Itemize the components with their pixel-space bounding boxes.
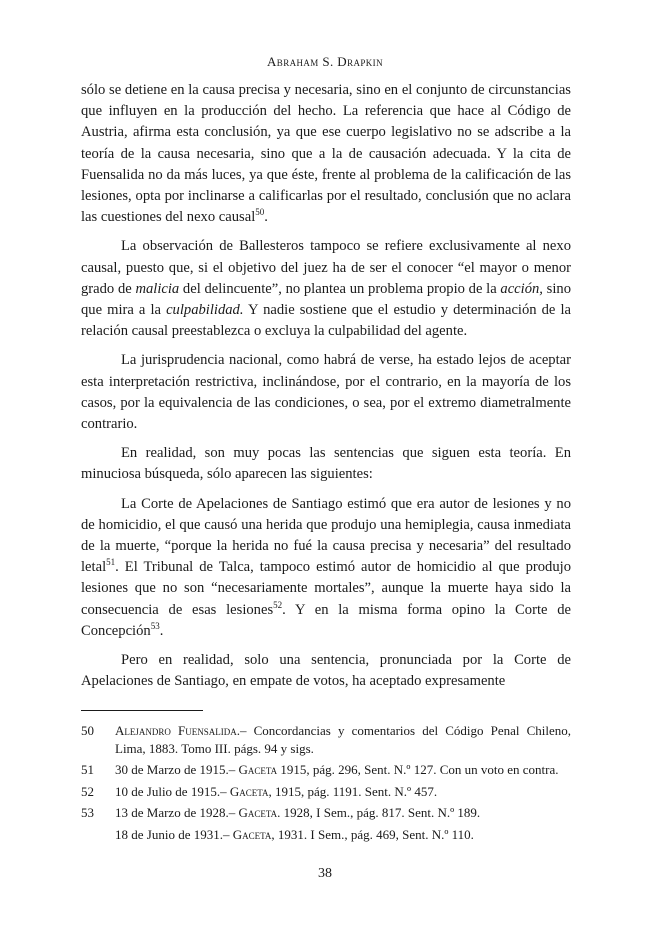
footnote-ref-51[interactable]: 51 bbox=[106, 557, 116, 568]
page-number: 38 bbox=[318, 866, 332, 881]
running-head: Abraham S. Drapkin bbox=[267, 54, 383, 69]
footnotes bbox=[81, 722, 571, 844]
footnote-number: 53 bbox=[81, 805, 94, 821]
paragraph-6: Pero en realidad, solo una sentencia, pronunciada por la Corte de Apelaciones de Santiago, en empate de votos, ha aceptado expresamente bbox=[81, 652, 571, 690]
paragraph-1: sólo se detiene en la causa precisa y necesaria, sino en el conjunto de circunstancias que influyen en la producción del hecho. La referencia que hace al Código de Austria, afirma esta conclusión, ya que ese cuerpo legislativo no se adscribe a la teoría de la causa necesaria, sino que a la de causación adecuada. Y la cita de Fuensalida no da más luces, ya que éste, frente al problema de la calificación de las lesiones, opta por inclinarse a calificarlas por el resultado, conclusión que no aclara las cuestiones del nexo causal$^{50}$. bbox=[81, 82, 571, 226]
footnote-52 bbox=[81, 783, 571, 801]
footnote-ref-53[interactable]: 53 bbox=[150, 621, 160, 632]
footnote-ref-52[interactable]: 52 bbox=[273, 599, 283, 610]
footnote-text: Alejandro Fuensalida.– Concordancias y comentarios del Código Penal Chileno, Lima, 1883. Tomo III. págs. 94 y sigs. bbox=[115, 723, 571, 756]
emphasis-malicia: malicia bbox=[135, 280, 180, 297]
footnote-number: 52 bbox=[81, 783, 94, 799]
emphasis-accion: acción, bbox=[500, 280, 543, 297]
paragraph-4: En realidad, son muy pocas las sentencias que siguen esta teoría. En minuciosa búsqueda, sólo aparecen las siguientes: bbox=[81, 445, 571, 483]
body-text bbox=[81, 80, 571, 700]
footnote-separator bbox=[81, 710, 203, 711]
footnote-text: 30 de Marzo de 1915.– Gaceta 1915, pág. 296, Sent. N.º 127. Con un voto en contra. bbox=[115, 762, 559, 778]
footnote-ref-50[interactable]: 50 bbox=[255, 207, 265, 218]
emphasis-culpabilidad: culpabilidad. bbox=[166, 302, 244, 319]
footnote-50 bbox=[81, 722, 571, 757]
footnote-number: 50 bbox=[81, 723, 94, 738]
footnote-text: 13 de Marzo de 1928.– Gaceta. 1928, I Sem., pág. 817. Sent. N.º 189. bbox=[115, 805, 481, 821]
footnote-51 bbox=[81, 761, 571, 779]
footnote-53-continuation: 18 de Junio de 1931.– Gaceta, 1931. I Sem., pág. 469, Sent. N.º 110. bbox=[115, 826, 474, 842]
paragraph-5: La Corte de Apelaciones de Santiago estimó que era autor de lesiones y no de homicidio, el que causó una herida que produjo una hemiplegia, causa inmediata de la muerte, “porque la herida no fué la causa precisa y necesaria” del resultado letal$^{51}$. El Tribunal de Talca, tampoco estimó autor de homicidio al que produjo lesiones que no son “necesariamente mortales”, aunque la muerte haya sido la consecuencia de esas lesiones$^{52}$. Y en la misma forma opino la Corte de Concepción$^{53}$. bbox=[81, 495, 571, 639]
paragraph-2: La observación de Ballesteros tampoco se refiere exclusivamente al nexo causal, puesto que, si el objetivo del juez ha de ser el conocer “el mayor o menor grado de malicia del delincuente”, no plantea un problema propio de la acción, sino que mira a la culpabilidad. Y nadie sostiene que el estudio y determinación de la relación causal preestablezca o excluya la culpabilidad del agente. bbox=[81, 238, 571, 340]
footnote-number: 51 bbox=[81, 762, 94, 778]
footnote-53 bbox=[81, 804, 571, 822]
paragraph-3: La jurisprudencia nacional, como habrá de verse, ha estado lejos de aceptar esta interpretación restrictiva, inclinándose, por el contrario, en la mayoría de los casos, por la equivalencia de las condiciones, o sea, por el extremo diametralmente contrario. bbox=[81, 352, 571, 433]
footnote-text: 10 de Julio de 1915.– Gaceta, 1915, pág. 1191. Sent. N.º 457. bbox=[115, 783, 438, 799]
